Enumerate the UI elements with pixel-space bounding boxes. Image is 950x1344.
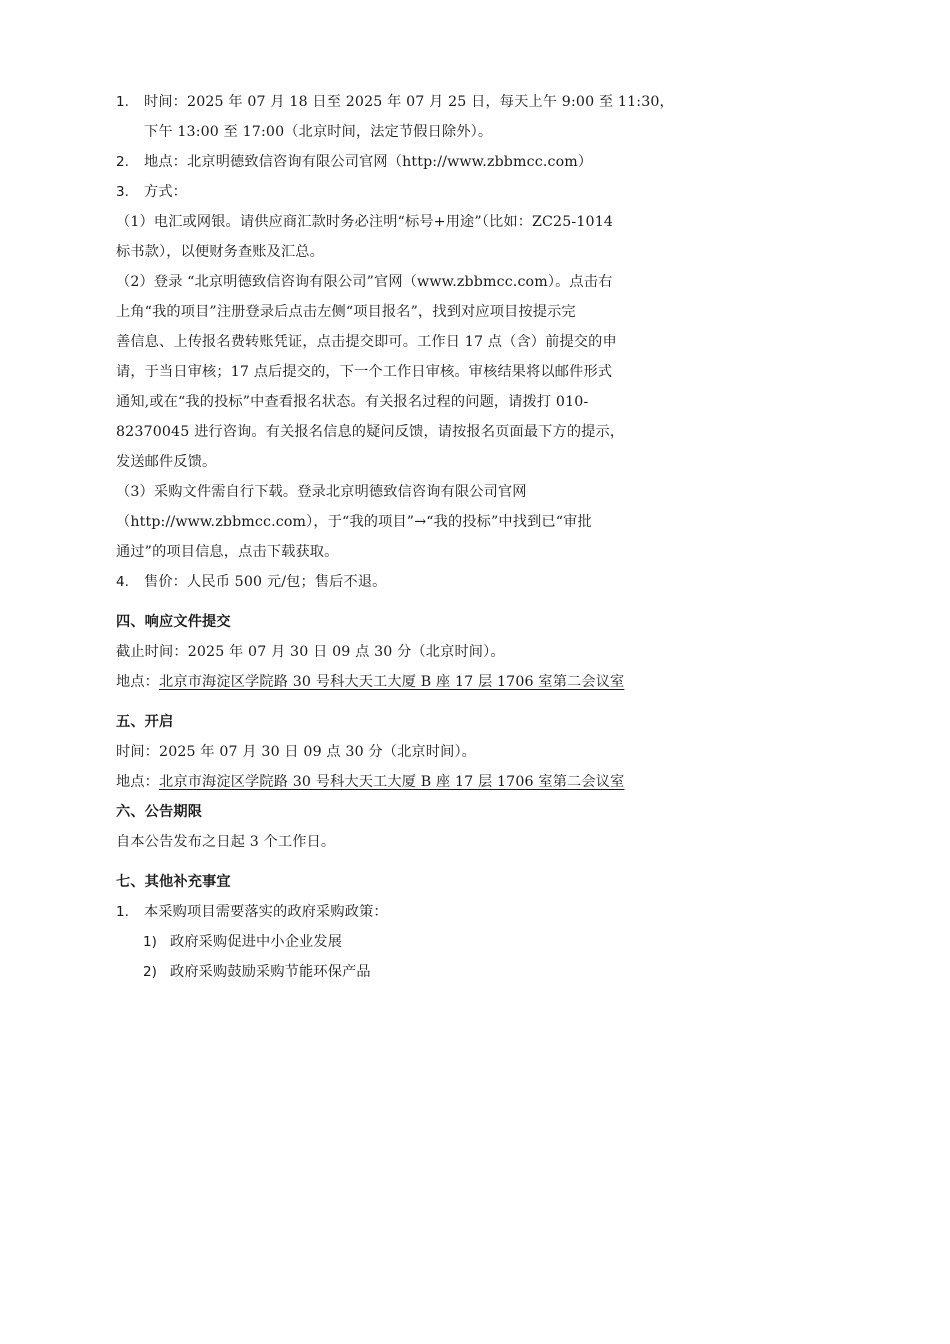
list-number: 1. bbox=[116, 904, 129, 920]
opening-time-text: 时间：2025 年 07 月 30 日 09 点 30 分（北京时间）。 bbox=[116, 744, 477, 760]
paragraph-line: （http://www.zbbmcc.com），于“我的项目”→“我的投标”中找到已“审批 bbox=[116, 514, 592, 530]
list-number: 3. bbox=[116, 184, 129, 200]
paragraph-line: 售价：人民币 500 元/包；售后不退。 bbox=[144, 574, 387, 590]
paragraph-line: 请，于当日审核；17 点后提交的，下一个工作日审核。审核结果将以邮件形式 bbox=[116, 364, 613, 380]
paragraph-line: 方式： bbox=[144, 184, 188, 200]
paragraph-line: 政府采购促进中小企业发展 bbox=[170, 934, 343, 950]
location-line bbox=[116, 672, 624, 692]
list-number: 2) bbox=[143, 964, 157, 980]
paragraph-line: 善信息、上传报名费转账凭证，点击提交即可。工作日 17 点（含）前提交的申 bbox=[116, 334, 617, 350]
section-heading: 六、公告期限 bbox=[116, 804, 203, 820]
location-label: 地点： bbox=[116, 674, 160, 690]
paragraph-line: 发送邮件反馈。 bbox=[116, 454, 217, 470]
paragraph-line: 本采购项目需要落实的政府采购政策： bbox=[144, 904, 388, 920]
paragraph-line: 通知,或在“我的投标”中查看报名状态。有关报名过程的问题，请拨打 010- bbox=[116, 394, 589, 410]
paragraph-line: 82370045 进行咨询。有关报名信息的疑问反馈，请按报名页面最下方的提示， bbox=[116, 424, 625, 440]
paragraph-line: （3）采购文件需自行下载。登录北京明德致信咨询有限公司官网 bbox=[116, 484, 527, 500]
paragraph-line: 上角“我的项目”注册登录后点击左侧“项目报名”，找到对应项目按提示完 bbox=[116, 304, 576, 320]
paragraph-line: （2）登录 “北京明德致信咨询有限公司”官网（www.zbbmcc.com）。点击右 bbox=[116, 274, 613, 290]
paragraph-line: 政府采购鼓励采购节能环保产品 bbox=[170, 964, 371, 980]
paragraph-line: 时间：2025 年 07 月 18 日至 2025 年 07 月 25 日，每天上午 9:00 至 11:30， bbox=[144, 94, 674, 110]
location-address: 北京市海淀区学院路 30 号科大天工大厦 B 座 17 层 1706 室第二会议室 bbox=[159, 674, 625, 690]
paragraph-line: 通过”的项目信息，点击下载获取。 bbox=[116, 544, 339, 560]
paragraph-line: （1）电汇或网银。请供应商汇款时务必注明“标号+用途”（比如：ZC25-1014 bbox=[116, 214, 614, 230]
paragraph-line: 标书款），以便财务查账及汇总。 bbox=[116, 244, 324, 260]
list-number: 1. bbox=[116, 94, 129, 110]
location-line bbox=[116, 772, 624, 792]
list-number: 2. bbox=[116, 154, 129, 170]
location-address: 北京市海淀区学院路 30 号科大天工大厦 B 座 17 层 1706 室第二会议室 bbox=[159, 774, 625, 790]
list-number: 1) bbox=[143, 934, 157, 950]
list-number: 4. bbox=[116, 574, 129, 590]
paragraph-line: 地点：北京明德致信咨询有限公司官网（http://www.zbbmcc.com） bbox=[144, 154, 593, 170]
deadline-text: 截止时间：2025 年 07 月 30 日 09 点 30 分（北京时间）。 bbox=[116, 644, 505, 660]
section-heading: 四、响应文件提交 bbox=[116, 614, 231, 630]
paragraph-line: 自本公告发布之日起 3 个工作日。 bbox=[116, 834, 336, 850]
location-label: 地点： bbox=[116, 774, 160, 790]
paragraph-line: 下午 13:00 至 17:00（北京时间，法定节假日除外）。 bbox=[144, 124, 493, 140]
section-heading: 五、开启 bbox=[116, 714, 174, 730]
section-heading: 七、其他补充事宜 bbox=[116, 874, 231, 890]
